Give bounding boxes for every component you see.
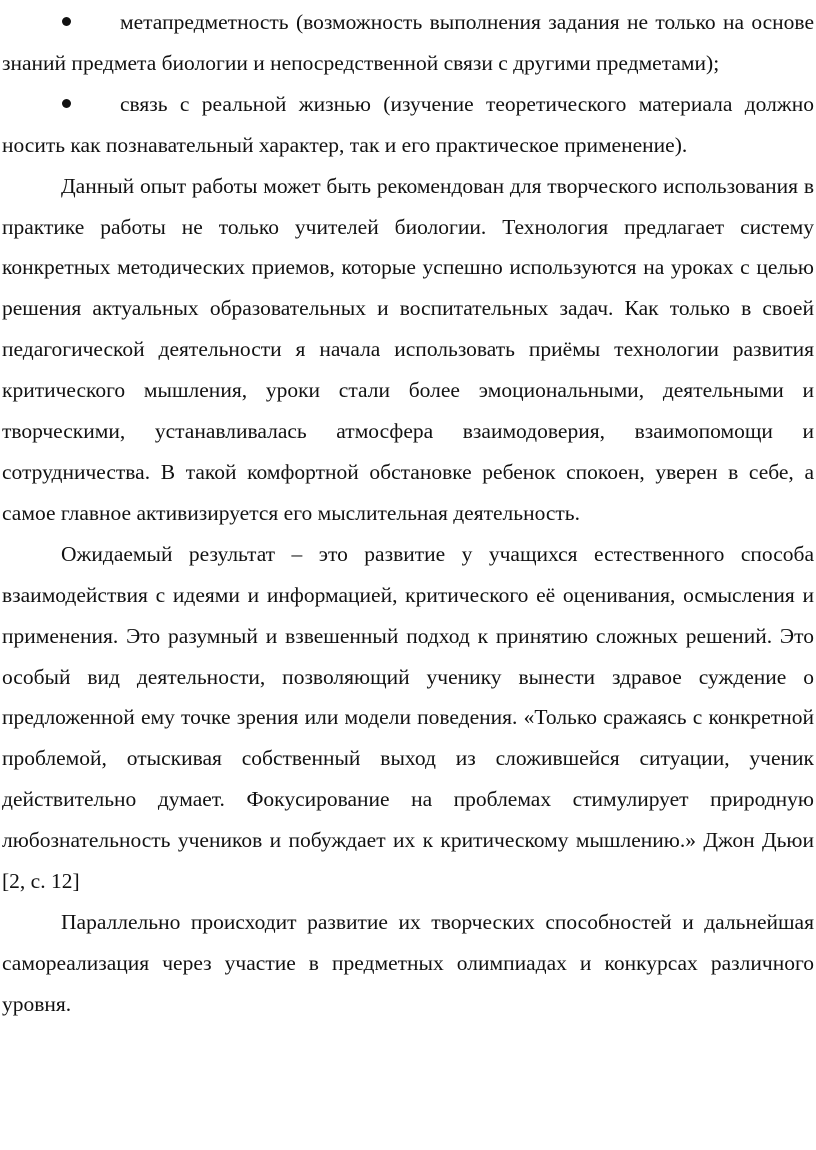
bullet-item — [2, 84, 814, 166]
bullet-item — [2, 2, 814, 84]
body-paragraph: Ожидаемый результат – это развитие у учащихся естественного способа взаимодействия с идеями и информацией, критического её оценивания, осмысления и применения. Это разумный и взвешенный подход к принятию сложных решений. Это особый вид деятельности, позволяющий ученику вынести здравое суждение о предложенной ему точке зрения или модели поведения. «Только сражаясь с конкретной проблемой, отыскивая собственный выход из сложившейся ситуации, ученик действительно думает. Фокусирование на проблемах стимулирует природную любознательность учеников и побуждает их к критическому мышлению.» Джон Дьюи [2, с. 12] — [2, 541, 814, 894]
bullet-text: метапредметность (возможность выполнения задания не только на основе знаний предмета биологии и непосредственной связи с другими предметами); — [2, 10, 814, 75]
bullet-dot-icon — [62, 2, 72, 42]
bullet-text: связь с реальной жизнью (изучение теоретического материала должно носить как познавательный характер, так и его практическое применение). — [2, 91, 814, 157]
body-paragraph: Параллельно происходит развитие их творческих способностей и дальнейшая самореализация через участие в предметных олимпиадах и конкурсах различного уровня. — [2, 909, 814, 1016]
body-paragraph: Данный опыт работы может быть рекомендован для творческого использования в практике работы не только учителей биологии. Технология предлагает систему конкретных методических приемов, которые успешно используются на уроках с целью решения актуальных образовательных и воспитательных задач. Как только в своей педагогической деятельности я начала использовать приёмы технологии развития критического мышления, уроки стали более эмоциональными, деятельными и творческими, устанавливалась атмосфера взаимодоверия, взаимопомощи и сотрудничества. В такой комфортной обстановке ребенок спокоен, уверен в себе, а самое главное активизируется его мыслительная деятельность. — [2, 173, 814, 525]
bullet-dot-icon — [62, 84, 72, 124]
